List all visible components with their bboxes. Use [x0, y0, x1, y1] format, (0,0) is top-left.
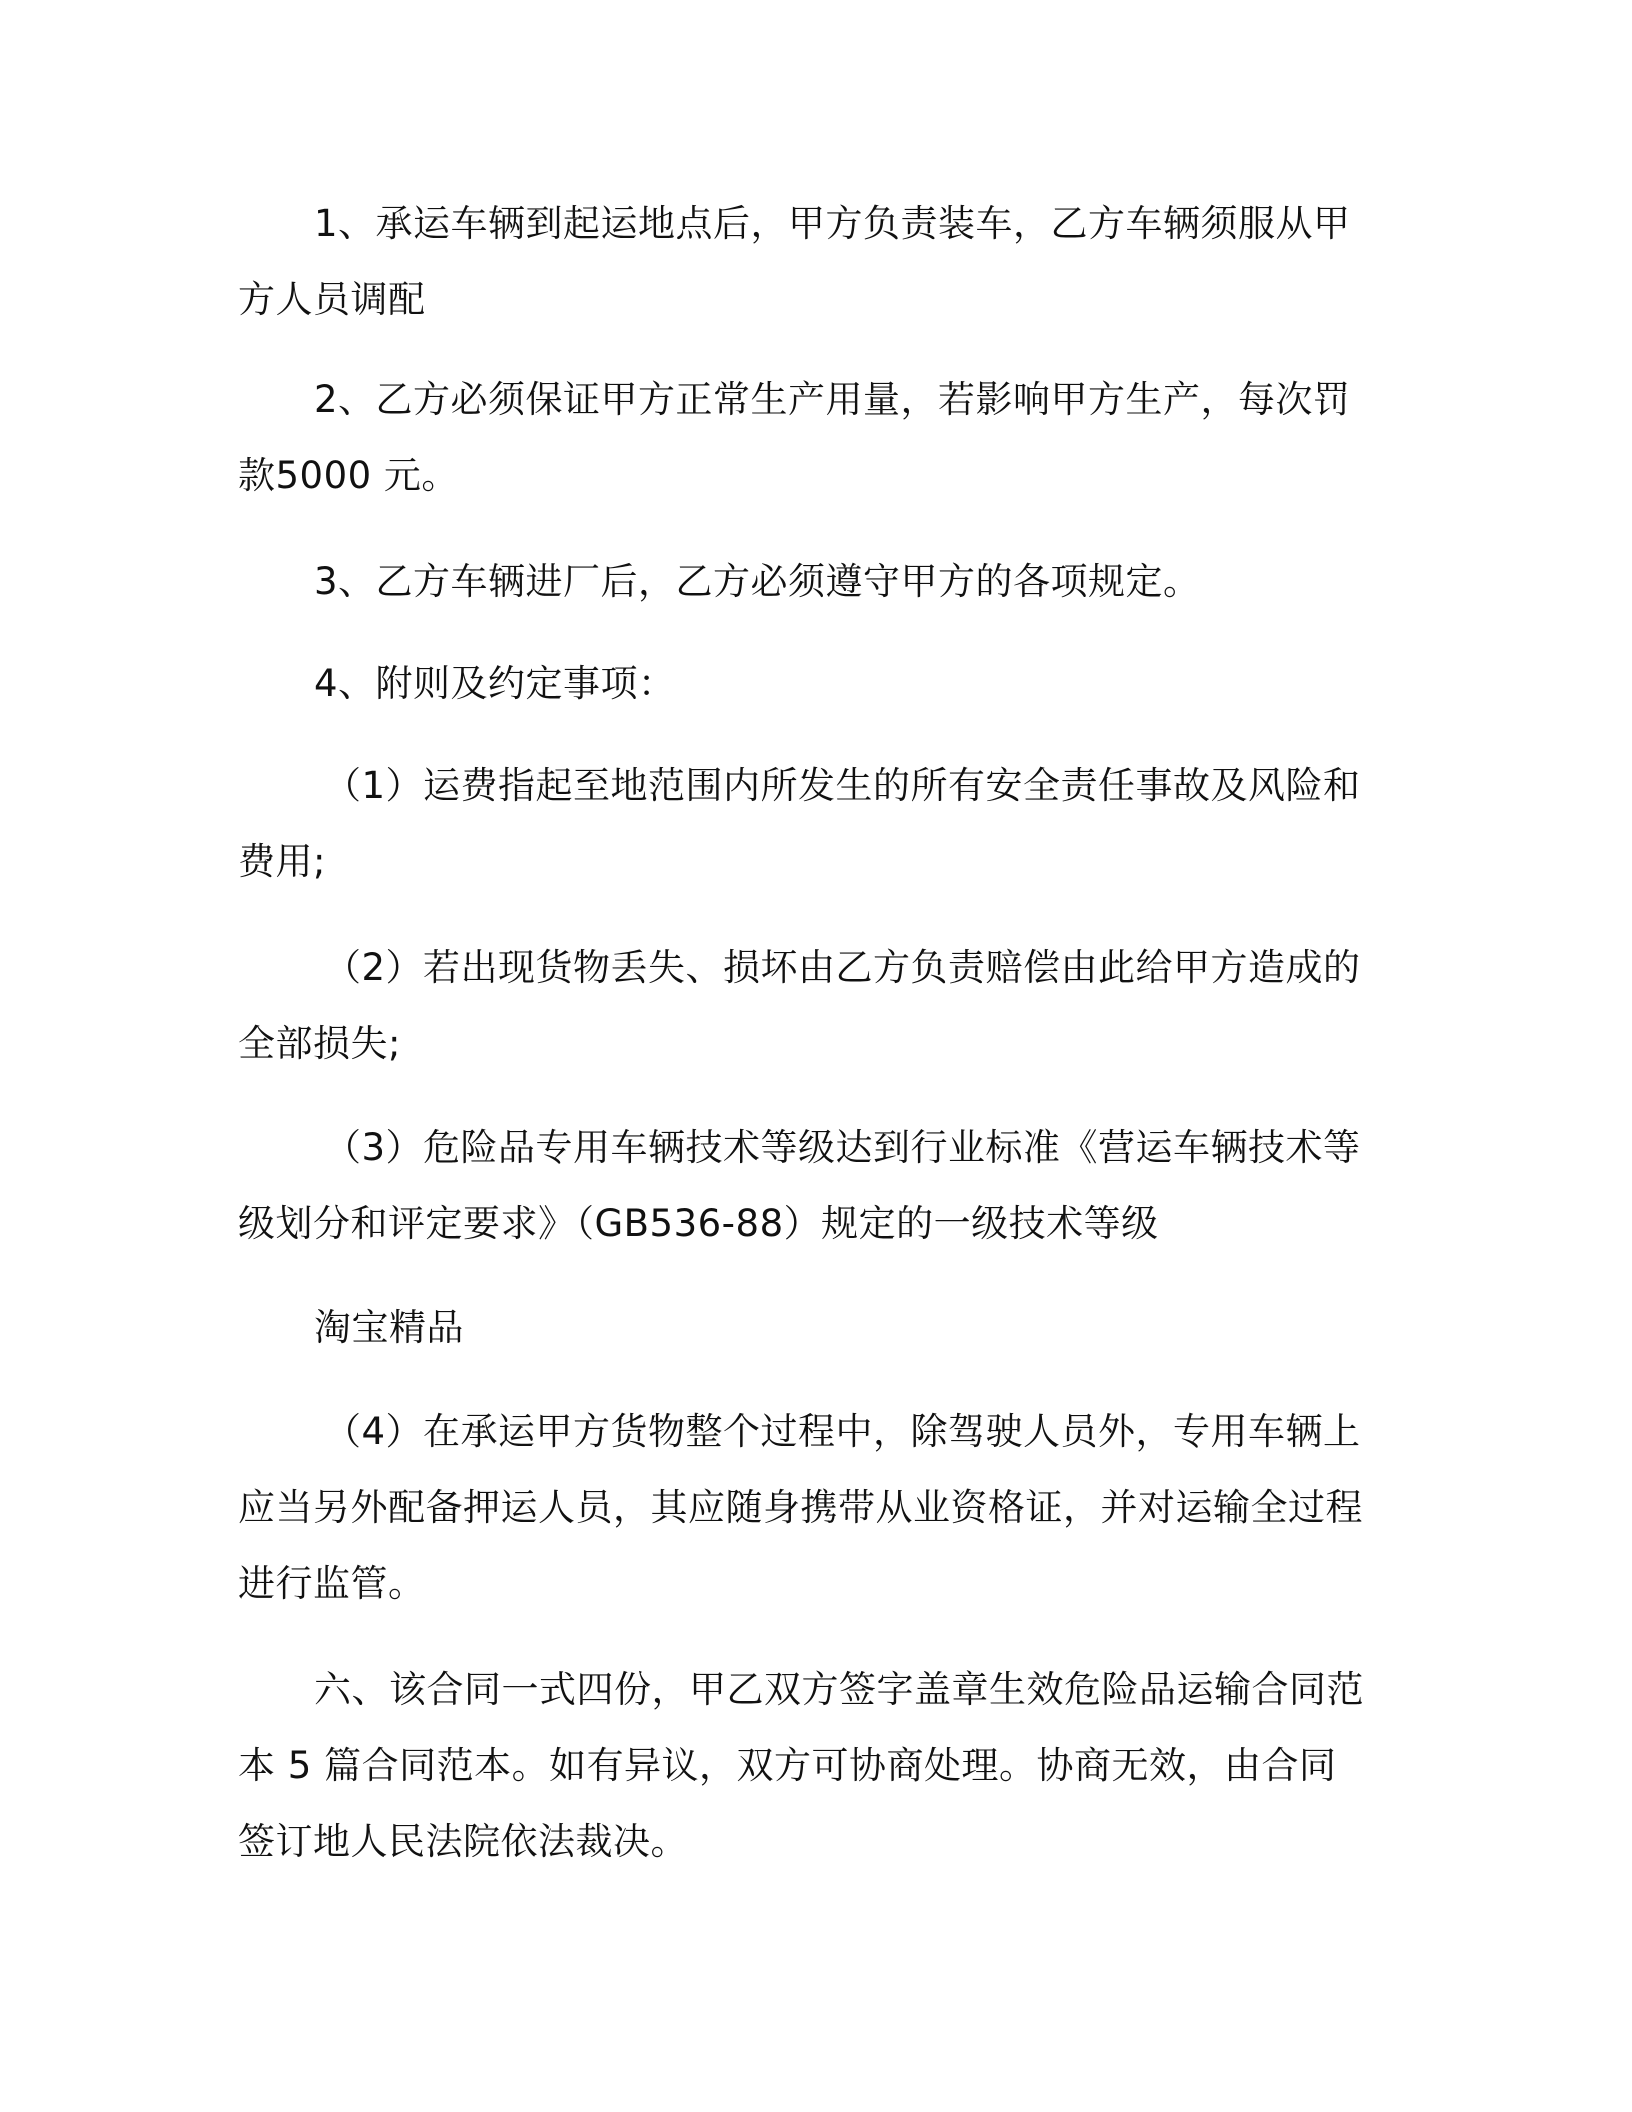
sub-clause-2-paragraph: （2）若出现货物丢失、损坏由乙方负责赔偿由此给甲方造成的全部损失; — [238, 946, 1361, 1065]
clause-6-paragraph: 六、该合同一式四份，甲乙双方签字盖章生效危险品运输合同范本 5 篇合同范本。如有异议，双方可协商处理。协商无效，由合同签订地人民法院依法裁决。 — [238, 1668, 1364, 1863]
clause-1-paragraph: 1、承运车辆到起运地点后，甲方负责装车，乙方车辆须服从甲方人员调配 — [238, 202, 1351, 321]
sub-clause-3-paragraph: （3）危险品专用车辆技术等级达到行业标准《营运车辆技术等级划分和评定要求》（GB536-88）规定的一级技术等级 — [238, 1126, 1361, 1245]
sub-clause-1-paragraph: （1）运费指起至地范围内所发生的所有安全责任事故及风险和费用; — [238, 764, 1361, 883]
sub-clause-4-paragraph: （4）在承运甲方货物整个过程中，除驾驶人员外，专用车辆上应当另外配备押运人员，其应随身携带从业资格证，并对运输全过程进行监管。 — [238, 1410, 1363, 1605]
clause-4-heading: 4、附则及约定事项： — [314, 662, 676, 705]
clause-3-paragraph: 3、乙方车辆进厂后，乙方必须遵守甲方的各项规定。 — [314, 560, 1201, 603]
watermark-text-line: 淘宝精品 — [314, 1306, 464, 1349]
clause-2-paragraph: 2、乙方必须保证甲方正常生产用量，若影响甲方生产，每次罚款5000 元。 — [238, 378, 1351, 497]
